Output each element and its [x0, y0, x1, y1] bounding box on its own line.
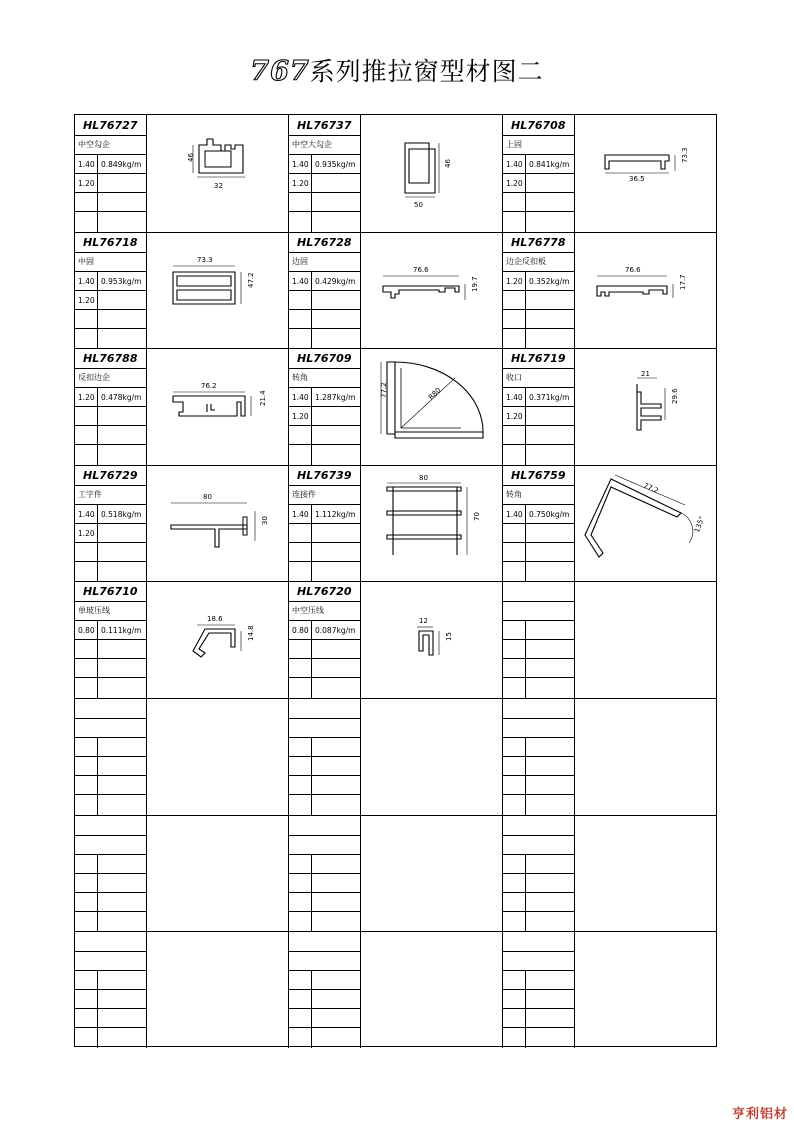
profile-section-svg [575, 581, 718, 698]
dimension-label: 19.7 [471, 276, 479, 292]
profile-section-svg [361, 115, 503, 232]
unit-weight: 0.935kg/m [315, 160, 356, 169]
profile-code: HL76739 [297, 468, 352, 482]
profile-outline [401, 378, 455, 428]
profile-drawing [361, 698, 503, 815]
profile-name: 转角 [292, 373, 308, 383]
profile-info [289, 465, 361, 582]
series-number: 767 [250, 56, 310, 87]
profile-section-svg [147, 931, 289, 1048]
dimension-label: 17.7 [679, 274, 687, 290]
profile-code: HL76708 [511, 119, 566, 132]
profile-section-svg [575, 931, 718, 1048]
profile-outline [171, 525, 247, 547]
profile-name: 连接件 [292, 489, 316, 499]
wall-thickness: 1.40 [506, 393, 523, 403]
profile-name: 中空压线 [292, 606, 324, 616]
profile-drawing [147, 115, 289, 232]
profile-section-svg [361, 581, 503, 698]
profile-section-svg [575, 348, 718, 465]
dimension-label: 135° [693, 514, 707, 534]
profile-code: HL76709 [297, 352, 352, 366]
profile-drawing [147, 581, 289, 698]
wall-thickness: 1.20 [506, 179, 523, 188]
dimension-label: 15 [445, 632, 453, 642]
profile-section-svg [361, 232, 503, 349]
profile-drawing [361, 232, 503, 349]
brand-watermark: 亨利铝材 [731, 1107, 788, 1122]
dimension-label: 70 [473, 511, 481, 521]
profile-info [289, 232, 361, 349]
profile-info [503, 348, 575, 465]
row-divider [75, 815, 716, 816]
profile-drawing [361, 465, 503, 582]
unit-weight: 1.287kg/m [315, 393, 356, 403]
profile-info [503, 232, 575, 349]
profile-info [75, 232, 147, 349]
profile-info [75, 348, 147, 465]
wall-thickness: 1.40 [506, 509, 523, 519]
dimension-label: 12 [419, 617, 428, 626]
profile-info [289, 115, 361, 232]
dimension-label: 73.3 [197, 255, 213, 264]
profile-section-svg [147, 815, 289, 932]
profile-drawing [361, 348, 503, 465]
profile-code: HL76778 [511, 235, 566, 249]
dimension-label: R80 [426, 386, 443, 402]
dimension-label: 14.8 [247, 625, 255, 642]
wall-thickness: 1.20 [78, 179, 95, 188]
profile-drawing [575, 698, 718, 815]
profile-drawing [575, 931, 718, 1048]
profile-info [503, 115, 575, 232]
profile-outline [199, 139, 243, 173]
profile-drawing [361, 931, 503, 1048]
profile-outline [597, 286, 667, 296]
profile-drawing [361, 581, 503, 698]
profile-drawing [575, 815, 718, 932]
profile-drawing [147, 465, 289, 582]
profile-code: HL76728 [297, 235, 352, 249]
profile-info [75, 581, 147, 698]
profile-name: 上固 [506, 140, 522, 149]
profile-name: 反扣边企 [78, 373, 110, 383]
wall-thickness: 1.40 [292, 276, 309, 286]
profile-name: 边固 [292, 256, 308, 266]
profile-drawing [147, 698, 289, 815]
profile-outline [681, 513, 693, 543]
dimension-label: 73.3 [681, 147, 689, 163]
profile-section-svg [147, 465, 289, 582]
profile-drawing [575, 465, 718, 582]
wall-thickness: 1.20 [78, 295, 95, 305]
unit-weight: 0.087kg/m [315, 626, 356, 636]
profile-outline [419, 631, 433, 655]
unit-weight: 0.478kg/m [101, 393, 142, 403]
profile-outline [405, 143, 435, 193]
wall-thickness: 1.40 [292, 160, 309, 169]
dimension-label: 77.2 [642, 481, 660, 495]
profile-code: HL76729 [83, 468, 138, 482]
profile-outline [605, 155, 669, 169]
profile-info [75, 115, 147, 232]
profile-outline [585, 479, 681, 557]
profile-info [75, 815, 147, 932]
wall-thickness: 1.20 [506, 412, 523, 422]
dimension-label: 46 [187, 153, 195, 162]
wall-thickness: 1.20 [78, 393, 95, 403]
profile-section-svg [575, 115, 718, 232]
wall-thickness: 1.40 [78, 160, 95, 169]
profile-info [75, 465, 147, 582]
dimension-label: 30 [261, 515, 269, 525]
profile-name: 中空大勾企 [292, 140, 332, 149]
unit-weight: 0.953kg/m [101, 276, 142, 286]
profile-drawing [361, 115, 503, 232]
profile-info [503, 931, 575, 1048]
wall-thickness: 0.80 [78, 626, 95, 636]
dimension-label: 32 [214, 182, 223, 190]
profile-section-svg [147, 115, 289, 232]
wall-thickness: 1.40 [78, 509, 95, 519]
unit-weight: 0.849kg/m [101, 160, 142, 169]
dimension-label: 21 [641, 370, 650, 379]
dimension-label: 76.6 [413, 265, 429, 274]
dimension-label: 77.2 [380, 382, 388, 399]
unit-weight: 0.111kg/m [101, 626, 142, 636]
dimension-label: 21.4 [259, 390, 267, 407]
row-divider [75, 581, 716, 582]
profile-outline [193, 629, 235, 657]
dimension-label: 47.2 [247, 272, 255, 288]
profile-outline [387, 362, 483, 438]
wall-thickness: 0.80 [292, 626, 309, 636]
profile-name: 收口 [506, 373, 522, 383]
profile-table [74, 114, 717, 1047]
unit-weight: 0.518kg/m [101, 509, 142, 519]
profile-info [503, 815, 575, 932]
dimension-label: 36.5 [629, 175, 645, 183]
profile-drawing [361, 815, 503, 932]
profile-name: 单玻压线 [78, 606, 110, 616]
wall-thickness: 1.40 [292, 393, 309, 403]
profile-section-svg [575, 698, 718, 815]
profile-info [503, 698, 575, 815]
wall-thickness: 1.40 [506, 160, 523, 169]
profile-info [503, 581, 575, 698]
row-divider [75, 698, 716, 699]
profile-code: HL76737 [297, 119, 352, 132]
profile-outline [383, 286, 459, 298]
profile-drawing [147, 815, 289, 932]
unit-weight: 0.429kg/m [315, 276, 356, 286]
profile-section-svg [575, 465, 718, 582]
profile-drawing [575, 581, 718, 698]
profile-outline [205, 151, 231, 167]
profile-section-svg [361, 698, 503, 815]
row-divider [75, 931, 716, 932]
profile-outline [637, 384, 661, 430]
wall-thickness: 1.20 [506, 276, 523, 286]
dimension-label: 80 [203, 492, 212, 501]
profile-section-svg [147, 581, 289, 698]
profile-section-svg [361, 348, 503, 465]
profile-info [75, 698, 147, 815]
profile-drawing [575, 348, 718, 465]
dimension-label: 29.6 [671, 388, 679, 405]
profile-name: 边企反扣板 [506, 256, 546, 266]
profile-info [289, 348, 361, 465]
unit-weight: 0.841kg/m [529, 160, 570, 169]
profile-drawing [147, 931, 289, 1048]
dimension-label: 80 [419, 473, 428, 482]
row-divider [75, 465, 716, 466]
profile-outline [243, 517, 247, 535]
profile-code: HL76788 [83, 352, 138, 366]
page-title [0, 52, 794, 88]
profile-code: HL76727 [83, 119, 138, 132]
profile-code: HL76718 [83, 235, 138, 249]
row-divider [75, 348, 716, 349]
profile-info [503, 465, 575, 582]
profile-info [289, 698, 361, 815]
dimension-label: 18.6 [207, 615, 223, 624]
row-divider [75, 232, 716, 233]
profile-name: 中空勾企 [78, 140, 110, 149]
profile-section-svg [147, 348, 289, 465]
profile-name: 转角 [506, 489, 522, 499]
profile-code: HL76710 [83, 585, 138, 599]
profile-section-svg [575, 815, 718, 932]
profile-section-svg [361, 815, 503, 932]
profile-outline [173, 272, 235, 304]
dimension-label: 46 [444, 159, 452, 168]
profile-info [289, 931, 361, 1048]
profile-name: 中固 [78, 256, 94, 266]
wall-thickness: 1.40 [292, 509, 309, 519]
profile-info [289, 581, 361, 698]
profile-drawing [147, 232, 289, 349]
profile-outline [173, 396, 245, 416]
wall-thickness: 1.20 [78, 528, 95, 538]
profile-code: HL76720 [297, 585, 352, 599]
dimension-label: 50 [414, 201, 423, 209]
profile-outline [387, 487, 461, 555]
profile-drawing [575, 115, 718, 232]
profile-drawing [147, 348, 289, 465]
unit-weight: 1.112kg/m [315, 509, 356, 519]
dimension-label: 76.6 [625, 265, 641, 274]
profile-drawing [575, 232, 718, 349]
wall-thickness: 1.40 [78, 276, 95, 286]
profile-section-svg [147, 698, 289, 815]
profile-info [75, 931, 147, 1048]
profile-section-svg [361, 465, 503, 582]
dimension-label: 76.2 [201, 382, 217, 391]
profile-section-svg [147, 232, 289, 349]
wall-thickness: 1.20 [292, 412, 309, 422]
wall-thickness: 1.20 [292, 179, 309, 188]
profile-code: HL76719 [511, 352, 566, 366]
profile-info [289, 815, 361, 932]
unit-weight: 0.750kg/m [529, 509, 570, 519]
profile-section-svg [361, 931, 503, 1048]
unit-weight: 0.371kg/m [529, 393, 570, 403]
title-text: 系列推拉窗型材图二 [309, 57, 544, 86]
unit-weight: 0.352kg/m [529, 276, 570, 286]
profile-code: HL76759 [511, 468, 566, 482]
profile-name: 工字件 [78, 489, 102, 499]
profile-section-svg [575, 232, 718, 349]
